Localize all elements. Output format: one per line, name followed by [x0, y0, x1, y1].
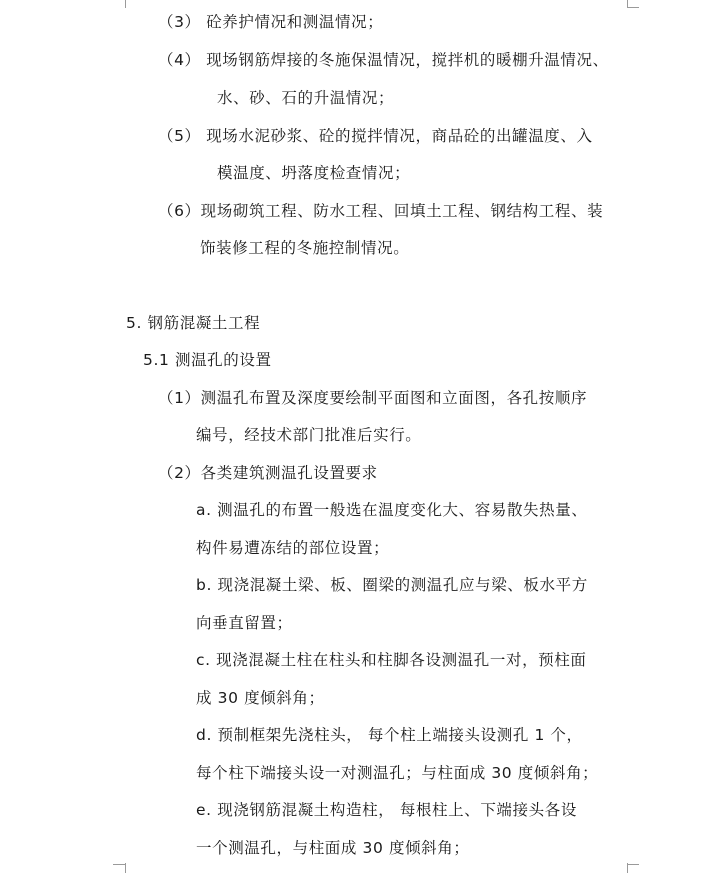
item-b-cont: 向垂直留置； [196, 614, 293, 632]
item-b: b. 现浇混凝土梁、板、圈梁的测温孔应与梁、板水平方 [196, 576, 588, 594]
crop-mark-bottom-left [125, 863, 126, 873]
crop-mark-bottom-left-h [113, 864, 125, 865]
subsection-heading: 5.1 测温孔的设置 [143, 351, 272, 369]
item-c-cont: 成 30 度倾斜角； [196, 689, 325, 707]
item-a-cont: 构件易遭冻结的部位设置； [196, 539, 390, 557]
item-a: a. 测温孔的布置一般选在温度变化大、容易散失热量、 [196, 501, 588, 519]
list-item-6-cont: 饰装修工程的冬施控制情况。 [200, 239, 410, 257]
list-item-6: （6）现场砌筑工程、防水工程、回填土工程、钢结构工程、装 [158, 202, 604, 220]
list-item-4-cont: 水、砂、石的升温情况； [217, 89, 395, 107]
item-d: d. 预制框架先浇柱头， 每个柱上端接头设测孔 1 个， [196, 726, 583, 744]
sub-item-1-cont: 编号，经技术部门批准后实行。 [196, 426, 422, 444]
section-heading: 5. 钢筋混凝土工程 [126, 314, 261, 332]
crop-mark-bottom-right-h [627, 864, 639, 865]
item-e: e. 现浇钢筋混凝土构造柱， 每根柱上、下端接头各设 [196, 801, 577, 819]
list-item-5: （5） 现场水泥砂浆、砼的搅拌情况，商品砼的出罐温度、入 [158, 127, 593, 145]
list-item-3: （3） 砼养护情况和测温情况； [158, 13, 384, 31]
item-e-cont: 一个测温孔，与柱面成 30 度倾斜角； [196, 839, 470, 857]
crop-mark-top-right-h [627, 7, 639, 8]
item-c: c. 现浇混凝土柱在柱头和柱脚各设测温孔一对，预柱面 [196, 651, 587, 669]
list-item-5-cont: 模温度、坍落度检查情况； [217, 164, 411, 182]
sub-item-2: （2）各类建筑测温孔设置要求 [158, 464, 378, 482]
item-d-cont: 每个柱下端接头设一对测温孔；与柱面成 30 度倾斜角； [196, 764, 599, 782]
sub-item-1: （1）测温孔布置及深度要绘制平面图和立面图，各孔按顺序 [158, 389, 588, 407]
crop-mark-top-left [125, 0, 126, 8]
list-item-4: （4） 现场钢筋焊接的冬施保温情况，搅拌机的暖棚升温情况、 [158, 51, 609, 69]
